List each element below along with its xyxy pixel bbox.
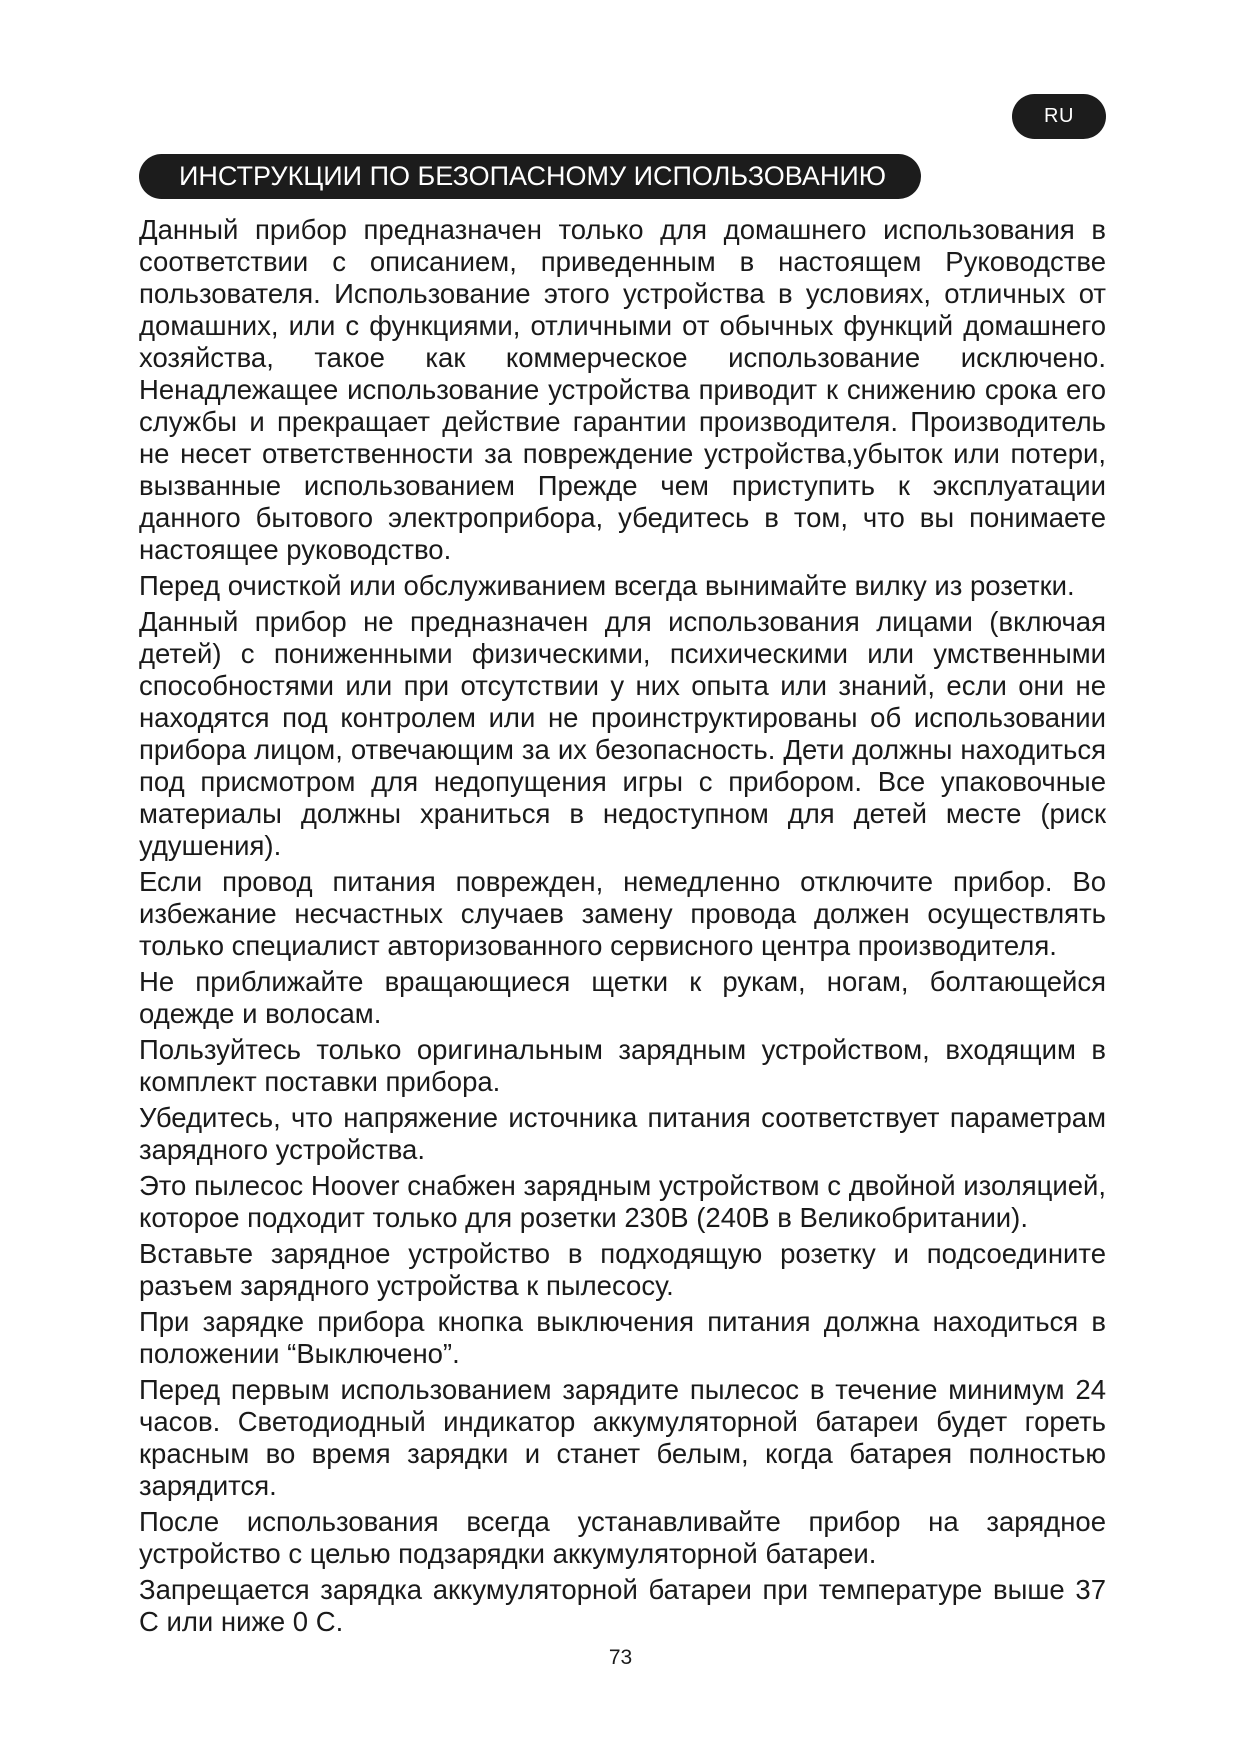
paragraph-rotating-brushes: Не приближайте вращающиеся щетки к рукам, ногам, болтающейся одежде и волосам. — [139, 966, 1106, 1029]
paragraph-unplug-before-cleaning: Перед очисткой или обслуживанием всегда вынимайте вилку из розетки. — [139, 570, 1075, 601]
paragraph-first-charge: Перед первым использованием зарядите пылесос в течение минимум 24 часов. Светодиодный индикатор аккумуляторной батареи будет гореть красным во время зарядки и станет белым, когда батарея полностью зарядится. — [139, 1374, 1106, 1501]
page-number: 73 — [608, 1646, 633, 1669]
section-title: ИНСТРУКЦИИ ПО БЕЗОПАСНОМУ ИСПОЛЬЗОВАНИЮ — [139, 154, 921, 199]
paragraph-voltage-check: Убедитесь, что напряжение источника питания соответствует параметрам зарядного устройства. — [139, 1102, 1106, 1165]
paragraph-double-insulation: Это пылесос Hoover снабжен зарядным устройством с двойной изоляцией, которое подходит только для розетки 230В (240В в Великобритании). — [139, 1170, 1106, 1233]
paragraph-connect-charger: Вставьте зарядное устройство в подходящую розетку и подсоедините разъем зарядного устройства к пылесосу. — [139, 1238, 1106, 1301]
paragraph-damaged-cord: Если провод питания поврежден, немедленно отключите прибор. Во избежание несчастных случаев замену провода должен осуществлять только специалист авторизованного сервисного центра производителя. — [139, 866, 1106, 961]
paragraph-intended-use: Данный прибор предназначен только для домашнего использования в соответствии с описанием, приведенным в настоящем Руководстве пользователя. Использование этого устройства в условиях, отличных от домашних, или с функциями, отличными от обычных функций домашнего хозяйства, такое как коммерческое использование исключено. Ненадлежащее использование устройства приводит к снижению срока его службы и прекращает действие гарантии производителя. Производитель не несет ответственности за повреждение устройства,убыток или потери, вызванные использованием Прежде чем приступить к эксплуатации данного бытового электроприбора, убедитесь в том, что вы понимаете настоящее руководство. — [139, 214, 1106, 565]
language-badge: RU — [1012, 94, 1106, 139]
paragraph-power-off-while-charging: При зарядке прибора кнопка выключения питания должна находиться в положении “Выключено”. — [139, 1306, 1106, 1369]
paragraph-charging-temperature: Запрещается зарядка аккумуляторной батареи при температуре выше 37 С или ниже 0 С. — [139, 1574, 1106, 1637]
paragraph-recharge-after-use: После использования всегда устанавливайте прибор на зарядное устройство с целью подзарядки аккумуляторной батареи. — [139, 1506, 1106, 1569]
safety-instructions-body — [139, 214, 1106, 1642]
paragraph-persons-and-children: Данный прибор не предназначен для использования лицами (включая детей) с пониженными физическими, психическими или умственными способностями или при отсутствии у них опыта или знаний, если они не находятся под контролем или не проинструктированы об использовании прибора лицом, отвечающим за их безопасность. Дети должны находиться под присмотром для недопущения игры с прибором. Все упаковочные материалы должны храниться в недоступном для детей месте (риск удушения). — [139, 606, 1106, 861]
paragraph-original-charger: Пользуйтесь только оригинальным зарядным устройством, входящим в комплект поставки прибора. — [139, 1034, 1106, 1097]
